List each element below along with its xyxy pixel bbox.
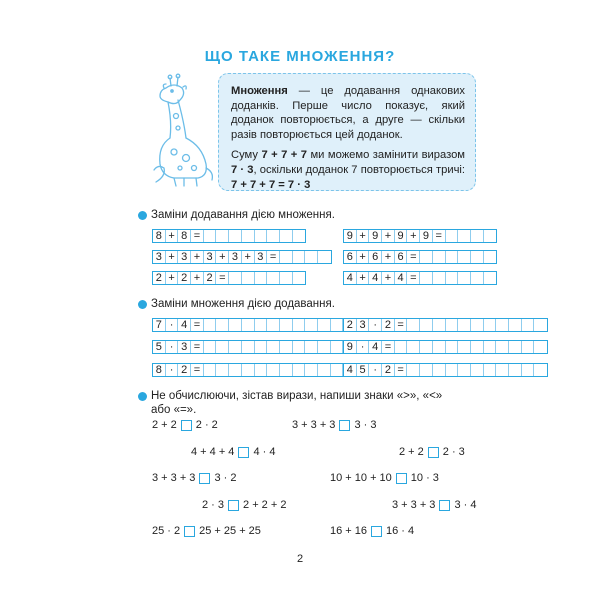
grid-cell: + (191, 272, 204, 284)
grid-cell-empty[interactable] (534, 319, 547, 331)
grid-cell-empty[interactable] (496, 364, 509, 376)
definition-text: — це додавання однакових доданків. Перше число показує, який доданок повторюється, а друге — скільки разів повторюється цей доданок. (231, 85, 465, 141)
example-paragraph (231, 148, 465, 192)
definition-box (218, 73, 476, 191)
grid-cell-empty[interactable] (242, 319, 255, 331)
grid-cell-empty[interactable] (293, 364, 306, 376)
grid-cell-empty[interactable] (433, 272, 446, 284)
grid-cell-empty[interactable] (216, 230, 229, 242)
grid-cell: · (166, 341, 179, 353)
grid-cell-empty[interactable] (229, 341, 242, 353)
grid-cell-empty[interactable] (420, 341, 433, 353)
grid-cell: = (191, 319, 204, 331)
grid-cell-empty[interactable] (280, 272, 293, 284)
grid-cell: 7 (153, 319, 166, 331)
grid-cell: · (166, 364, 179, 376)
grid-cell: 6 (395, 251, 408, 263)
grid-cell: 9 (344, 230, 357, 242)
answer-grid[interactable] (343, 271, 497, 285)
example-text: Суму (231, 149, 262, 162)
grid-cell-empty[interactable] (305, 319, 318, 331)
grid-cell-empty[interactable] (280, 341, 293, 353)
grid-cell: 3 (178, 251, 191, 263)
task-2-text: Заміни множення дією додавання. (151, 298, 335, 310)
answer-box[interactable] (439, 500, 450, 511)
comparison-left: 2 · 3 (202, 499, 225, 511)
grid-cell: 9 (420, 230, 433, 242)
grid-cell: 4 (395, 272, 408, 284)
grid-cell-empty[interactable] (496, 341, 509, 353)
grid-cell-empty[interactable] (420, 364, 433, 376)
answer-grid[interactable] (152, 229, 306, 243)
definition-term: Множення (231, 85, 288, 97)
comparison-left: 25 · 2 (152, 525, 181, 537)
comparison-item (330, 525, 414, 537)
grid-cell-empty[interactable] (420, 272, 433, 284)
grid-cell-empty[interactable] (305, 251, 318, 263)
grid-cell: + (357, 230, 370, 242)
example-sum: 7 + 7 + 7 (261, 149, 308, 162)
answer-box[interactable] (228, 500, 239, 511)
grid-cell: 2 (204, 272, 217, 284)
comparison-right: 4 · 4 (253, 446, 276, 458)
comparison-left: 2 + 2 (399, 446, 424, 458)
grid-cell-empty[interactable] (534, 341, 547, 353)
grid-cell: 4 (178, 319, 191, 331)
grid-cell-empty[interactable] (534, 364, 547, 376)
grid-cell: 2 (178, 272, 191, 284)
grid-cell-empty[interactable] (204, 319, 217, 331)
answer-grid[interactable] (152, 340, 357, 354)
grid-cell: 9 (344, 341, 357, 353)
grid-cell: = (191, 341, 204, 353)
grid-cell: 6 (344, 251, 357, 263)
comparison-right: 25 + 25 + 25 (199, 525, 261, 537)
grid-cell-empty[interactable] (471, 319, 484, 331)
answer-grid[interactable] (343, 363, 548, 377)
comparison-right: 3 · 4 (454, 499, 477, 511)
grid-cell-empty[interactable] (433, 319, 446, 331)
answer-grid[interactable] (343, 340, 548, 354)
answer-grid[interactable] (152, 318, 357, 332)
example-text: ми можемо замінити виразом (307, 149, 465, 162)
grid-cell: · (369, 364, 382, 376)
grid-cell: + (191, 251, 204, 263)
grid-cell-empty[interactable] (446, 272, 459, 284)
grid-cell: 5 (153, 341, 166, 353)
bullet-icon (138, 300, 147, 309)
grid-cell-empty[interactable] (407, 319, 420, 331)
comparison-right: 3 · 2 (214, 472, 237, 484)
grid-cell-empty[interactable] (216, 319, 229, 331)
comparison-left: 3 + 3 + 3 (152, 472, 196, 484)
grid-cell-empty[interactable] (420, 251, 433, 263)
grid-cell-empty[interactable] (407, 364, 420, 376)
grid-cell: 3 (178, 341, 191, 353)
grid-cell: 2 (153, 272, 166, 284)
grid-cell: 6 (369, 251, 382, 263)
grid-cell-empty[interactable] (458, 230, 471, 242)
grid-cell: = (407, 251, 420, 263)
grid-cell-empty[interactable] (204, 230, 217, 242)
grid-cell-empty[interactable] (458, 364, 471, 376)
definition-paragraph (231, 84, 465, 142)
grid-cell-empty[interactable] (471, 230, 484, 242)
grid-cell-empty[interactable] (305, 341, 318, 353)
grid-cell-empty[interactable] (458, 319, 471, 331)
grid-cell: 2 (382, 364, 395, 376)
grid-cell: + (357, 272, 370, 284)
grid-cell: 2 (382, 319, 395, 331)
task-1-text: Заміни додавання дією множення. (151, 209, 335, 221)
answer-grid[interactable] (343, 318, 548, 332)
grid-cell: 3 (153, 251, 166, 263)
grid-cell-empty[interactable] (229, 364, 242, 376)
page-title: ЩО ТАКЕ МНОЖЕННЯ? (204, 48, 396, 65)
grid-cell-empty[interactable] (331, 364, 344, 376)
comparison-right: 2 · 2 (195, 419, 218, 431)
grid-cell: + (216, 251, 229, 263)
grid-cell-empty[interactable] (471, 364, 484, 376)
example-text: , оскільки доданок 7 повторюється тричі: (253, 163, 465, 176)
grid-cell-empty[interactable] (522, 319, 535, 331)
comparison-item (392, 499, 476, 511)
comparison-item (152, 472, 236, 484)
comparison-left: 4 + 4 + 4 (191, 446, 235, 458)
answer-grid[interactable] (152, 271, 306, 285)
comparison-right: 10 · 3 (410, 472, 439, 484)
comparison-left: 3 + 3 + 3 (392, 499, 436, 511)
grid-cell: + (382, 251, 395, 263)
comparison-left: 10 + 10 + 10 (330, 472, 392, 484)
comparison-right: 16 · 4 (386, 525, 415, 537)
grid-cell-empty[interactable] (229, 230, 242, 242)
grid-cell-empty[interactable] (446, 364, 459, 376)
comparison-left: 3 + 3 + 3 (292, 419, 336, 431)
grid-cell-empty[interactable] (280, 251, 293, 263)
grid-cell-empty[interactable] (522, 364, 535, 376)
comparison-item (202, 499, 286, 511)
grid-cell: = (191, 364, 204, 376)
grid-cell-empty[interactable] (509, 364, 522, 376)
grid-cell-empty[interactable] (255, 364, 268, 376)
grid-cell-empty[interactable] (216, 341, 229, 353)
grid-cell-empty[interactable] (267, 341, 280, 353)
comparison-item (191, 446, 275, 458)
grid-cell: + (166, 272, 179, 284)
answer-grid[interactable] (343, 250, 497, 264)
grid-cell-empty[interactable] (471, 272, 484, 284)
grid-cell-empty[interactable] (433, 251, 446, 263)
grid-cell: = (395, 364, 408, 376)
example-product: 7 · 3 (231, 163, 254, 176)
grid-cell-empty[interactable] (471, 251, 484, 263)
grid-cell-empty[interactable] (293, 341, 306, 353)
grid-cell: 3 (229, 251, 242, 263)
grid-cell: = (407, 272, 420, 284)
grid-cell: 9 (369, 230, 382, 242)
grid-cell-empty[interactable] (446, 251, 459, 263)
grid-cell-empty[interactable] (267, 319, 280, 331)
grid-cell-empty[interactable] (216, 364, 229, 376)
bullet-icon (138, 211, 147, 220)
grid-cell-empty[interactable] (433, 364, 446, 376)
giraffe-illustration (150, 72, 216, 192)
answer-grid[interactable] (343, 229, 497, 243)
grid-cell: 9 (395, 230, 408, 242)
grid-cell-empty[interactable] (267, 272, 280, 284)
grid-cell: 3 (204, 251, 217, 263)
grid-cell-empty[interactable] (509, 319, 522, 331)
grid-cell: 3 (255, 251, 268, 263)
comparison-right: 3 · 3 (354, 419, 377, 431)
example-equation: 7 + 7 + 7 = 7 · 3 (231, 178, 311, 191)
grid-cell-empty[interactable] (204, 364, 217, 376)
grid-cell-empty[interactable] (242, 272, 255, 284)
grid-cell: + (407, 230, 420, 242)
grid-cell-empty[interactable] (229, 319, 242, 331)
grid-cell-empty[interactable] (496, 319, 509, 331)
grid-cell-empty[interactable] (204, 341, 217, 353)
grid-cell-empty[interactable] (458, 251, 471, 263)
grid-cell-empty[interactable] (446, 341, 459, 353)
grid-cell: + (242, 251, 255, 263)
grid-cell: = (216, 272, 229, 284)
answer-box[interactable] (339, 420, 350, 431)
grid-cell-empty[interactable] (255, 319, 268, 331)
page-number: 2 (296, 553, 304, 565)
grid-cell: · (166, 319, 179, 331)
grid-cell: 4 (344, 272, 357, 284)
grid-cell: = (382, 341, 395, 353)
bullet-icon (138, 392, 147, 401)
grid-cell-empty[interactable] (471, 341, 484, 353)
comparison-item (152, 525, 261, 537)
grid-cell-empty[interactable] (446, 319, 459, 331)
task-3-text: Не обчислюючи, зістав вирази, напиши знаки «>», «<» (151, 390, 443, 402)
grid-cell: = (433, 230, 446, 242)
grid-cell: + (382, 272, 395, 284)
grid-cell: · (357, 341, 370, 353)
grid-cell-empty[interactable] (484, 272, 497, 284)
answer-box[interactable] (184, 526, 195, 537)
grid-cell-empty[interactable] (229, 272, 242, 284)
comparison-left: 16 + 16 (330, 525, 368, 537)
grid-cell-empty[interactable] (255, 230, 268, 242)
grid-cell-empty[interactable] (458, 272, 471, 284)
grid-cell-empty[interactable] (305, 364, 318, 376)
grid-cell: 5 (357, 364, 370, 376)
grid-cell: + (166, 251, 179, 263)
grid-cell: + (357, 251, 370, 263)
grid-cell: 8 (178, 230, 191, 242)
answer-box[interactable] (199, 473, 210, 484)
grid-cell-empty[interactable] (293, 251, 306, 263)
grid-cell-empty[interactable] (318, 319, 331, 331)
comparison-item (152, 419, 218, 431)
comparison-item (292, 419, 376, 431)
grid-cell-empty[interactable] (267, 364, 280, 376)
task-3-text: або «=». (151, 404, 197, 416)
grid-cell: = (191, 230, 204, 242)
grid-cell: 4 (344, 364, 357, 376)
grid-cell-empty[interactable] (522, 341, 535, 353)
grid-cell: 2 (178, 364, 191, 376)
comparison-right: 2 + 2 + 2 (243, 499, 287, 511)
grid-cell-empty[interactable] (318, 251, 331, 263)
grid-cell-empty[interactable] (267, 230, 280, 242)
comparison-right: 2 · 3 (442, 446, 465, 458)
grid-cell: 3 (357, 319, 370, 331)
grid-cell: 4 (369, 272, 382, 284)
grid-cell-empty[interactable] (242, 364, 255, 376)
grid-cell-empty[interactable] (395, 341, 408, 353)
grid-cell: 2 (344, 319, 357, 331)
grid-cell-empty[interactable] (318, 364, 331, 376)
grid-cell-empty[interactable] (484, 364, 497, 376)
grid-cell-empty[interactable] (318, 341, 331, 353)
grid-cell-empty[interactable] (242, 230, 255, 242)
answer-grid[interactable] (152, 250, 332, 264)
grid-cell-empty[interactable] (255, 341, 268, 353)
grid-cell-empty[interactable] (446, 230, 459, 242)
grid-cell-empty[interactable] (484, 341, 497, 353)
grid-cell-empty[interactable] (509, 341, 522, 353)
comparison-item (399, 446, 465, 458)
grid-cell-empty[interactable] (293, 319, 306, 331)
grid-cell: + (166, 230, 179, 242)
grid-cell: 8 (153, 230, 166, 242)
grid-cell-empty[interactable] (293, 272, 306, 284)
grid-cell-empty[interactable] (280, 364, 293, 376)
grid-cell: 4 (369, 341, 382, 353)
grid-cell-empty[interactable] (407, 341, 420, 353)
grid-cell-empty[interactable] (433, 341, 446, 353)
comparison-item (330, 472, 439, 484)
grid-cell-empty[interactable] (484, 230, 497, 242)
answer-box[interactable] (371, 526, 382, 537)
answer-box[interactable] (428, 447, 439, 458)
answer-box[interactable] (238, 447, 249, 458)
grid-cell: + (382, 230, 395, 242)
grid-cell-empty[interactable] (331, 341, 344, 353)
grid-cell-empty[interactable] (280, 319, 293, 331)
grid-cell-empty[interactable] (331, 319, 344, 331)
comparison-left: 2 + 2 (152, 419, 177, 431)
grid-cell-empty[interactable] (484, 251, 497, 263)
grid-cell-empty[interactable] (420, 319, 433, 331)
grid-cell-empty[interactable] (484, 319, 497, 331)
grid-cell: 8 (153, 364, 166, 376)
grid-cell: = (395, 319, 408, 331)
grid-cell-empty[interactable] (255, 272, 268, 284)
grid-cell-empty[interactable] (458, 341, 471, 353)
answer-box[interactable] (181, 420, 192, 431)
answer-box[interactable] (396, 473, 407, 484)
grid-cell: · (369, 319, 382, 331)
grid-cell: = (267, 251, 280, 263)
grid-cell-empty[interactable] (293, 230, 306, 242)
answer-grid[interactable] (152, 363, 357, 377)
grid-cell-empty[interactable] (280, 230, 293, 242)
grid-cell-empty[interactable] (242, 341, 255, 353)
